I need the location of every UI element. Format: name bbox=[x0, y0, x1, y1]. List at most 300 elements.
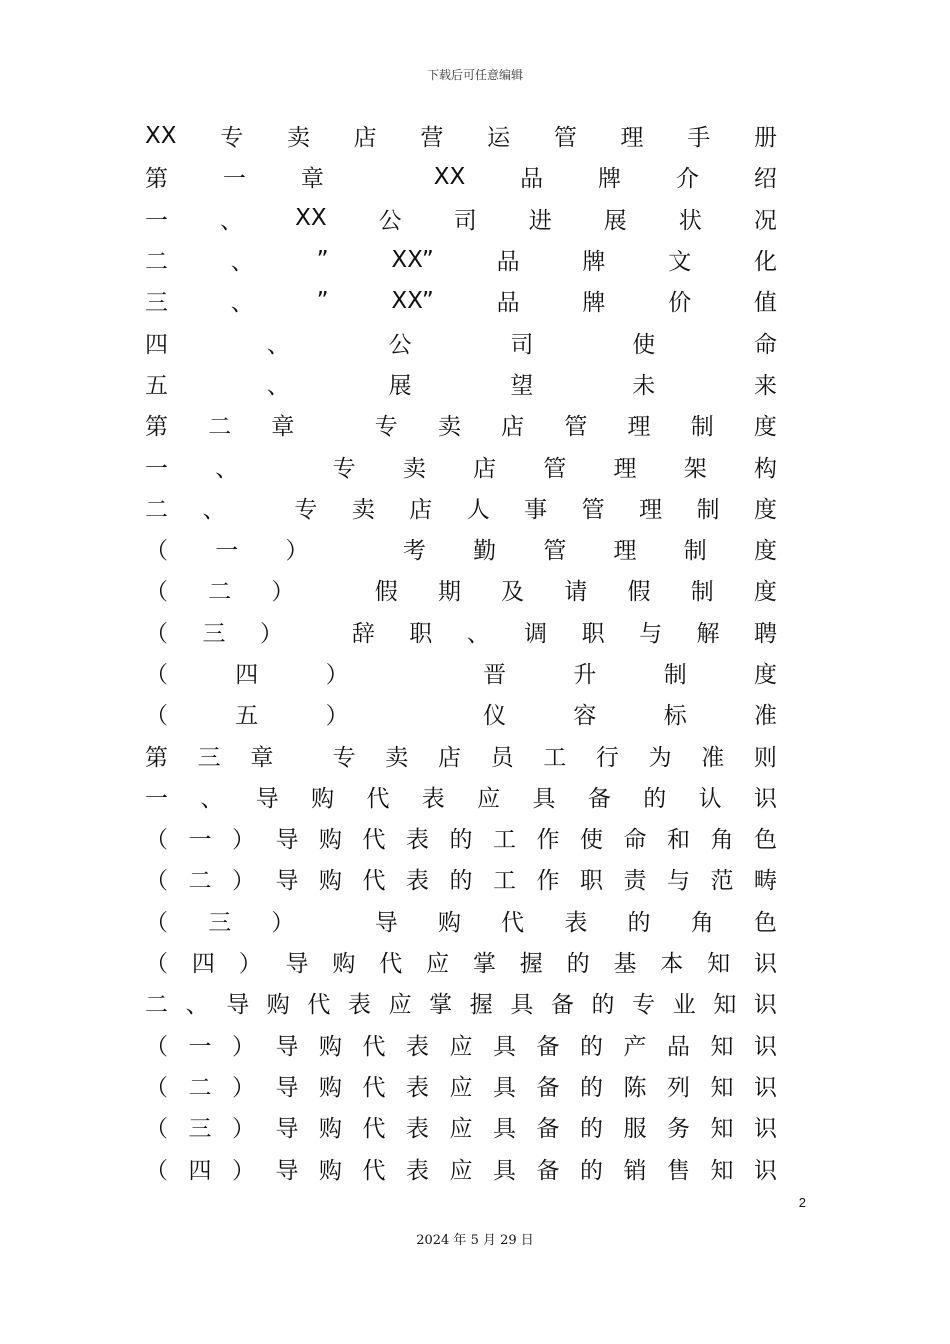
toc-token: 专 bbox=[294, 496, 318, 523]
toc-token: 牌 bbox=[598, 166, 622, 193]
toc-token: （ bbox=[145, 579, 168, 606]
toc-token: 牌 bbox=[582, 249, 606, 276]
toc-token: ” bbox=[316, 246, 329, 273]
toc-token: ） bbox=[325, 703, 349, 730]
toc-token: 构 bbox=[753, 455, 777, 482]
toc-line bbox=[145, 363, 777, 404]
toc-token: 仪 bbox=[483, 703, 507, 730]
toc-token: 专 bbox=[332, 455, 356, 482]
toc-token: 售 bbox=[667, 1157, 690, 1184]
page-footer-date: 2024 年 5 月 29 日 bbox=[416, 1233, 534, 1248]
toc-token: 度 bbox=[753, 496, 777, 523]
toc-token: 掌 bbox=[472, 951, 496, 978]
toc-token: 表 bbox=[406, 827, 429, 854]
toc-token: 架 bbox=[683, 455, 707, 482]
toc-token: （ bbox=[145, 951, 168, 978]
toc-token: 章 bbox=[271, 414, 295, 441]
toc-line bbox=[145, 1106, 777, 1147]
toc-line bbox=[145, 198, 777, 239]
toc-token: 、 bbox=[266, 331, 290, 358]
toc-token: （ bbox=[145, 909, 168, 936]
toc-token: 应 bbox=[426, 951, 450, 978]
toc-token: 二 bbox=[208, 579, 232, 606]
toc-token: 未 bbox=[632, 372, 656, 399]
toc-token: 司 bbox=[510, 331, 534, 358]
toc-token: 使 bbox=[580, 827, 603, 854]
toc-token: 绍 bbox=[753, 166, 777, 193]
toc-token: 准 bbox=[753, 703, 777, 730]
toc-token: 管 bbox=[564, 414, 588, 441]
toc-token: 应 bbox=[449, 1157, 473, 1184]
toc-token: 调 bbox=[524, 620, 548, 647]
toc-token: 角 bbox=[710, 827, 734, 854]
toc-token: 、 bbox=[220, 207, 244, 234]
toc-token: 范 bbox=[710, 868, 734, 895]
toc-token: 制 bbox=[683, 538, 707, 565]
toc-token: 专 bbox=[220, 125, 244, 152]
toc-line bbox=[145, 817, 777, 858]
toc-token: 备 bbox=[536, 1116, 560, 1143]
toc-token: 陈 bbox=[623, 1074, 647, 1101]
toc-token: 作 bbox=[536, 827, 560, 854]
toc-token: 考 bbox=[402, 538, 426, 565]
toc-token: 知 bbox=[710, 1157, 734, 1184]
toc-token: 备 bbox=[536, 1033, 560, 1060]
toc-token: 来 bbox=[753, 372, 777, 399]
toc-line bbox=[145, 445, 777, 486]
toc-token: 二 bbox=[188, 868, 212, 895]
toc-line bbox=[145, 611, 777, 652]
toc-line bbox=[145, 734, 777, 775]
toc-token: 公 bbox=[388, 331, 412, 358]
toc-line bbox=[145, 569, 777, 610]
toc-line bbox=[145, 652, 777, 693]
toc-token: 购 bbox=[266, 992, 290, 1019]
toc-token: 命 bbox=[753, 331, 777, 358]
toc-token: 、 bbox=[266, 372, 290, 399]
toc-token: 的 bbox=[580, 1157, 603, 1184]
toc-token: 识 bbox=[754, 1157, 777, 1184]
toc-token: （ bbox=[145, 1116, 168, 1143]
toc-token: 的 bbox=[580, 1033, 603, 1060]
toc-token: 卖 bbox=[351, 496, 375, 523]
toc-token: 使 bbox=[632, 331, 656, 358]
toc-token: 展 bbox=[388, 372, 412, 399]
toc-token: 应 bbox=[449, 1116, 473, 1143]
toc-token: 望 bbox=[510, 372, 534, 399]
toc-token: 卖 bbox=[402, 455, 426, 482]
toc-token: 具 bbox=[493, 1116, 516, 1143]
toc-token: 价 bbox=[668, 290, 692, 317]
toc-token: 卖 bbox=[286, 125, 310, 152]
toc-token: ） bbox=[238, 951, 262, 978]
toc-token: 标 bbox=[663, 703, 687, 730]
toc-token: 具 bbox=[510, 992, 534, 1019]
toc-token: 导 bbox=[374, 909, 398, 936]
toc-token: （ bbox=[145, 538, 168, 565]
toc-token: 工 bbox=[493, 868, 516, 895]
toc-token: ） bbox=[232, 1074, 255, 1101]
toc-token: XX bbox=[295, 205, 327, 232]
toc-token: 畴 bbox=[754, 868, 777, 895]
toc-token: 请 bbox=[564, 579, 588, 606]
toc-token: 表 bbox=[406, 1157, 429, 1184]
toc-token: 辞 bbox=[351, 620, 375, 647]
toc-token: 导 bbox=[275, 1074, 299, 1101]
toc-token: 代 bbox=[379, 951, 403, 978]
toc-token: 理 bbox=[613, 538, 637, 565]
toc-token: 容 bbox=[573, 703, 597, 730]
toc-token: 制 bbox=[696, 496, 720, 523]
toc-token: （ bbox=[145, 868, 168, 895]
toc-token: 工 bbox=[493, 827, 516, 854]
toc-token: 导 bbox=[255, 785, 279, 812]
toc-token: ） bbox=[232, 1157, 255, 1184]
page-number: 2 bbox=[798, 1195, 806, 1210]
toc-token: 与 bbox=[639, 620, 663, 647]
toc-line bbox=[145, 115, 777, 156]
toc-token: 一 bbox=[188, 1033, 212, 1060]
toc-token: 握 bbox=[469, 992, 493, 1019]
toc-token: 一 bbox=[145, 785, 168, 812]
toc-token: （ bbox=[145, 827, 168, 854]
toc-token: 导 bbox=[275, 1033, 299, 1060]
toc-token: 品 bbox=[667, 1033, 690, 1060]
toc-token: 命 bbox=[623, 827, 647, 854]
toc-token: 识 bbox=[753, 785, 777, 812]
toc-token: 制 bbox=[663, 662, 687, 688]
toc-token: 文 bbox=[668, 249, 692, 276]
toc-token: 的 bbox=[627, 909, 651, 936]
toc-token: 代 bbox=[362, 868, 386, 895]
toc-token: 代 bbox=[362, 827, 386, 854]
toc-token: 的 bbox=[643, 785, 667, 812]
toc-token: 三 bbox=[202, 620, 226, 647]
toc-token: 册 bbox=[753, 125, 777, 152]
toc-token: ） bbox=[325, 662, 349, 688]
toc-token: 管 bbox=[581, 496, 605, 523]
toc-token: 期 bbox=[437, 579, 461, 606]
toc-token: 代 bbox=[362, 1116, 386, 1143]
toc-token: 五 bbox=[235, 703, 259, 730]
toc-token: 、 bbox=[230, 249, 254, 276]
toc-token: 表 bbox=[347, 992, 371, 1019]
toc-line bbox=[145, 404, 777, 445]
toc-token: 掌 bbox=[429, 992, 453, 1019]
toc-token: 应 bbox=[477, 785, 501, 812]
toc-token: 工 bbox=[543, 744, 567, 771]
toc-token: 、 bbox=[185, 992, 209, 1019]
toc-token: 代 bbox=[362, 1033, 386, 1060]
toc-token: XX bbox=[145, 122, 177, 149]
toc-token: 一 bbox=[222, 166, 246, 193]
toc-token: 度 bbox=[753, 662, 777, 688]
toc-line bbox=[145, 156, 777, 197]
toc-token: 第 bbox=[145, 744, 168, 771]
toc-token: 况 bbox=[753, 207, 777, 234]
toc-token: 制 bbox=[690, 579, 714, 606]
toc-token: 本 bbox=[660, 951, 684, 978]
toc-token: 认 bbox=[698, 785, 722, 812]
toc-token: ） bbox=[232, 1033, 255, 1060]
toc-token: 导 bbox=[275, 1157, 299, 1184]
toc-token: 应 bbox=[388, 992, 412, 1019]
toc-token: 识 bbox=[753, 992, 777, 1019]
toc-token: 代 bbox=[307, 992, 331, 1019]
toc-line bbox=[145, 982, 777, 1023]
toc-token: 店 bbox=[473, 455, 497, 482]
toc-token: 店 bbox=[409, 496, 433, 523]
toc-token: 二 bbox=[208, 414, 232, 441]
toc-token: 四 bbox=[235, 662, 259, 688]
toc-token: 介 bbox=[675, 166, 699, 193]
toc-token: 具 bbox=[493, 1033, 516, 1060]
toc-line bbox=[145, 239, 777, 280]
toc-token: （ bbox=[145, 662, 168, 688]
toc-token: 品 bbox=[520, 166, 544, 193]
toc-token: 晋 bbox=[483, 662, 507, 688]
toc-token: 代 bbox=[501, 909, 525, 936]
toc-token: ” bbox=[316, 287, 329, 314]
toc-token: 表 bbox=[564, 909, 588, 936]
toc-token: 表 bbox=[406, 1074, 429, 1101]
toc-token: 解 bbox=[696, 620, 720, 647]
toc-token: 销 bbox=[623, 1157, 647, 1184]
toc-token: 识 bbox=[754, 1116, 777, 1143]
toc-token: 一 bbox=[188, 827, 212, 854]
toc-token: 责 bbox=[623, 868, 647, 895]
toc-token: 购 bbox=[319, 1074, 342, 1101]
toc-token: 购 bbox=[319, 1033, 342, 1060]
toc-token: 度 bbox=[753, 579, 777, 606]
toc-token: （ bbox=[145, 1033, 168, 1060]
toc-token: XX bbox=[433, 163, 466, 190]
toc-token: 状 bbox=[678, 207, 702, 234]
toc-token: 司 bbox=[453, 207, 477, 234]
toc-token: 服 bbox=[623, 1116, 647, 1143]
toc-token: 具 bbox=[493, 1157, 516, 1184]
toc-token: 的 bbox=[580, 1116, 603, 1143]
toc-token: 表 bbox=[421, 785, 445, 812]
toc-token: 二 bbox=[188, 1074, 212, 1101]
toc-token: 代 bbox=[362, 1074, 386, 1101]
toc-token: 备 bbox=[536, 1157, 560, 1184]
toc-token: （ bbox=[145, 703, 168, 730]
toc-token: 购 bbox=[437, 909, 461, 936]
toc-token: 为 bbox=[648, 744, 672, 771]
toc-line bbox=[145, 1065, 777, 1106]
toc-token: 、 bbox=[466, 620, 490, 647]
toc-token: （ bbox=[145, 1074, 168, 1101]
toc-token: 章 bbox=[300, 166, 324, 193]
toc-token: 产 bbox=[623, 1033, 647, 1060]
toc-token: 二 bbox=[145, 249, 168, 276]
toc-token: 、 bbox=[215, 455, 239, 482]
table-of-contents bbox=[145, 115, 777, 1189]
toc-token: 三 bbox=[197, 744, 221, 771]
toc-token: 备 bbox=[587, 785, 611, 812]
toc-token: 三 bbox=[188, 1116, 212, 1143]
toc-token: 列 bbox=[667, 1074, 690, 1101]
toc-token: （ bbox=[145, 620, 168, 647]
toc-token: 的 bbox=[566, 951, 590, 978]
toc-token: 表 bbox=[406, 868, 429, 895]
toc-token: 公 bbox=[378, 207, 402, 234]
toc-token: 具 bbox=[493, 1074, 516, 1101]
toc-token: 值 bbox=[754, 290, 777, 317]
toc-token: 导 bbox=[275, 827, 299, 854]
toc-token: 握 bbox=[519, 951, 543, 978]
toc-token: 制 bbox=[690, 414, 714, 441]
toc-token: 店 bbox=[501, 414, 525, 441]
toc-token: 进 bbox=[528, 207, 552, 234]
toc-token: 的 bbox=[591, 992, 615, 1019]
toc-token: 应 bbox=[449, 1033, 473, 1060]
toc-token: 理 bbox=[620, 125, 644, 152]
toc-token: 代 bbox=[366, 785, 390, 812]
toc-token: 专 bbox=[632, 992, 656, 1019]
toc-token: 四 bbox=[191, 951, 215, 978]
toc-token: 管 bbox=[543, 455, 567, 482]
toc-token: ） bbox=[271, 909, 295, 936]
toc-token: XX” bbox=[391, 287, 434, 314]
toc-token: 购 bbox=[319, 1157, 342, 1184]
toc-token: 品 bbox=[496, 249, 520, 276]
toc-token: 、 bbox=[230, 290, 254, 317]
toc-token: 理 bbox=[627, 414, 651, 441]
toc-token: 导 bbox=[275, 868, 299, 895]
toc-token: 知 bbox=[707, 951, 731, 978]
toc-token: 购 bbox=[311, 785, 335, 812]
toc-token: 卖 bbox=[385, 744, 409, 771]
toc-token: 、 bbox=[200, 785, 224, 812]
toc-token: 应 bbox=[449, 1074, 473, 1101]
toc-token: 人 bbox=[466, 496, 490, 523]
toc-token: 识 bbox=[753, 951, 777, 978]
toc-token: 基 bbox=[613, 951, 637, 978]
toc-line bbox=[145, 1147, 777, 1188]
toc-token: 一 bbox=[215, 538, 239, 565]
toc-token: 第 bbox=[145, 166, 168, 193]
toc-token: 运 bbox=[487, 125, 511, 152]
toc-token: 四 bbox=[188, 1157, 212, 1184]
toc-token: XX” bbox=[391, 246, 434, 273]
toc-token: ） bbox=[232, 868, 255, 895]
toc-token: 四 bbox=[145, 331, 168, 358]
toc-token: 假 bbox=[374, 579, 398, 606]
toc-token: 识 bbox=[754, 1033, 777, 1060]
toc-token: 职 bbox=[409, 620, 433, 647]
toc-token: 知 bbox=[710, 1074, 734, 1101]
toc-line bbox=[145, 858, 777, 899]
toc-token: 具 bbox=[532, 785, 556, 812]
toc-token: 专 bbox=[374, 414, 398, 441]
toc-token: ） bbox=[232, 827, 255, 854]
toc-token: 知 bbox=[710, 1033, 734, 1060]
toc-token: 识 bbox=[754, 1074, 777, 1101]
toc-line bbox=[145, 1024, 777, 1065]
toc-token: 店 bbox=[437, 744, 461, 771]
toc-token: 行 bbox=[595, 744, 619, 771]
toc-token: 准 bbox=[701, 744, 725, 771]
toc-token: 手 bbox=[687, 125, 711, 152]
toc-token: 作 bbox=[536, 868, 560, 895]
toc-token: 第 bbox=[145, 414, 168, 441]
toc-token: 导 bbox=[285, 951, 309, 978]
toc-token: 备 bbox=[536, 1074, 560, 1101]
toc-token: 度 bbox=[753, 414, 777, 441]
toc-token: 聘 bbox=[753, 620, 777, 647]
toc-token: （ bbox=[145, 1157, 168, 1184]
toc-token: 管 bbox=[553, 125, 577, 152]
toc-token: 二 bbox=[145, 496, 168, 523]
toc-token: 专 bbox=[332, 744, 356, 771]
toc-line bbox=[145, 487, 777, 528]
toc-token: 和 bbox=[667, 827, 690, 854]
toc-token: 职 bbox=[581, 620, 605, 647]
toc-token: 购 bbox=[319, 868, 342, 895]
toc-token: 备 bbox=[550, 992, 574, 1019]
toc-token: 度 bbox=[753, 538, 777, 565]
toc-token: ） bbox=[285, 538, 309, 565]
toc-token: 理 bbox=[639, 496, 663, 523]
toc-token: 业 bbox=[672, 992, 696, 1019]
toc-token: 则 bbox=[753, 744, 777, 771]
toc-token: ） bbox=[232, 1116, 255, 1143]
toc-token: 色 bbox=[753, 909, 777, 936]
toc-line bbox=[145, 776, 777, 817]
toc-token: 导 bbox=[226, 992, 250, 1019]
toc-token: 一 bbox=[145, 455, 168, 482]
toc-token: ） bbox=[259, 620, 283, 647]
toc-token: 购 bbox=[319, 1116, 342, 1143]
toc-token: 员 bbox=[490, 744, 514, 771]
toc-token: 职 bbox=[580, 868, 603, 895]
toc-token: 二 bbox=[145, 992, 168, 1019]
toc-token: 及 bbox=[501, 579, 525, 606]
toc-line bbox=[145, 528, 777, 569]
toc-token: 事 bbox=[524, 496, 548, 523]
toc-token: 与 bbox=[667, 868, 690, 895]
toc-token: 务 bbox=[667, 1116, 690, 1143]
toc-token: 牌 bbox=[582, 290, 606, 317]
toc-token: 升 bbox=[573, 662, 597, 688]
toc-token: 假 bbox=[627, 579, 651, 606]
toc-token: 勤 bbox=[473, 538, 497, 565]
toc-token: 的 bbox=[449, 827, 473, 854]
toc-token: 五 bbox=[145, 372, 168, 399]
toc-token: 表 bbox=[406, 1116, 429, 1143]
toc-line bbox=[145, 900, 777, 941]
toc-token: 三 bbox=[208, 909, 232, 936]
toc-token: 化 bbox=[754, 249, 777, 276]
toc-token: ） bbox=[271, 579, 295, 606]
toc-token: 的 bbox=[449, 868, 473, 895]
toc-token: 表 bbox=[406, 1033, 429, 1060]
toc-line bbox=[145, 941, 777, 982]
page-header: 下载后可任意编辑 bbox=[426, 68, 523, 82]
toc-token: 一 bbox=[145, 207, 168, 234]
toc-token: 、 bbox=[202, 496, 226, 523]
toc-token: 知 bbox=[710, 1116, 734, 1143]
toc-token: 卖 bbox=[437, 414, 461, 441]
toc-token: 代 bbox=[362, 1157, 386, 1184]
toc-token: 理 bbox=[613, 455, 637, 482]
toc-token: 购 bbox=[332, 951, 356, 978]
toc-token: 品 bbox=[496, 290, 520, 317]
toc-token: 色 bbox=[754, 827, 777, 854]
toc-token: 购 bbox=[319, 827, 342, 854]
